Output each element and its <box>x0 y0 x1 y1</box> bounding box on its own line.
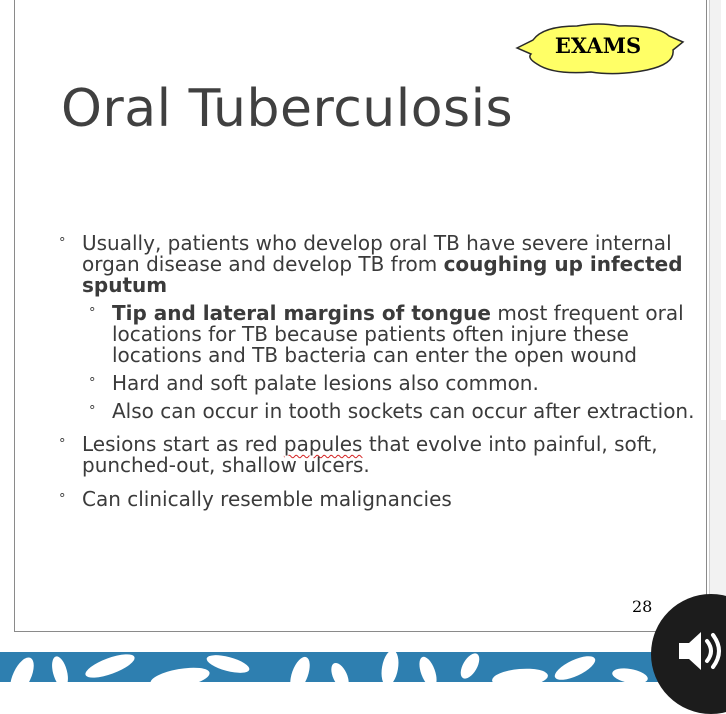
slide-canvas <box>14 0 707 632</box>
bullet-text: that evolve into painful, soft, punched-out, shallow ulcers. <box>82 432 658 477</box>
bullet-icon: ° <box>59 492 66 507</box>
bullet-icon: ° <box>59 437 66 452</box>
sub-bullet-item <box>55 303 695 366</box>
sub-bullet-text-bold: Tip and lateral margins of tongue <box>112 301 491 325</box>
bullet-text: Lesions start as red <box>82 432 284 456</box>
bullet-text-bold: coughing up infected sputum <box>82 252 683 297</box>
leaf-pattern-icon <box>0 652 726 682</box>
sub-bullet-text: Hard and soft palate lesions also common. <box>112 371 539 395</box>
bullet-item <box>55 434 695 476</box>
bullet-icon: ° <box>89 306 96 321</box>
slide-title: Oral Tuberculosis <box>61 79 514 139</box>
spellcheck-flagged-word[interactable]: papules <box>283 432 363 456</box>
badge-label: EXAMS <box>554 33 642 58</box>
bullet-text: Can clinically resemble malignancies <box>82 487 452 511</box>
sub-bullet-item <box>55 401 695 422</box>
decorative-band <box>0 652 726 682</box>
sub-bullet-text: Also can occur in tooth sockets can occur after extraction. <box>112 399 695 423</box>
slide-body <box>55 233 695 517</box>
bullet-icon: ° <box>59 236 66 251</box>
window-edge-highlight <box>721 0 726 420</box>
bullet-icon: ° <box>89 376 96 391</box>
bullet-icon: ° <box>89 404 96 419</box>
bullet-item <box>55 233 695 296</box>
bullet-item <box>55 489 695 510</box>
sub-bullet-text: most frequent oral locations for TB because patients often injure these locations and TB bacteria can enter the open wound <box>112 301 684 367</box>
bullet-text: Usually, patients who develop oral TB have severe internal organ disease and develop TB from <box>82 231 672 276</box>
slide-number: 28 <box>632 597 653 616</box>
speaker-volume-icon <box>679 629 723 673</box>
sub-bullet-item <box>55 373 695 394</box>
exams-badge <box>507 20 689 78</box>
